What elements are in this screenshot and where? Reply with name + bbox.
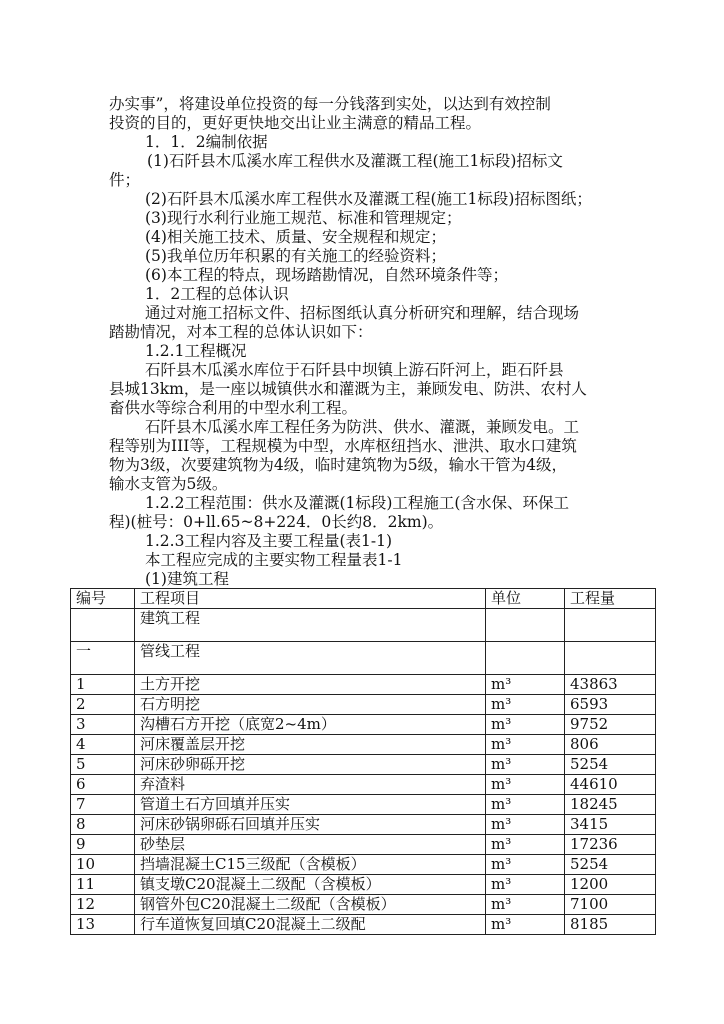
table-cell: 7 <box>71 795 135 815</box>
table-cell: m³ <box>486 835 565 855</box>
table-row <box>71 609 656 642</box>
table-cell: 砂垫层 <box>135 835 486 855</box>
table-cell: m³ <box>486 735 565 755</box>
table-cell: m³ <box>486 915 565 935</box>
table-cell: 8 <box>71 815 135 835</box>
list-item: (2)石阡县木瓜溪水库工程供水及灌溉工程(施工1标段)招标图纸； <box>145 190 592 208</box>
table-cell <box>565 609 656 642</box>
header-cell: 工程项目 <box>135 589 486 609</box>
paragraph-line: 投资的目的，更好更快地交出让业主满意的精品工程。 <box>109 114 482 132</box>
table-cell: 土方开挖 <box>135 675 486 695</box>
table-cell: 弃渣料 <box>135 775 486 795</box>
section-heading: 1．1．2编制依据 <box>145 133 268 151</box>
table-row <box>71 835 656 855</box>
table-cell: 河床砂锅卵砾石回填并压实 <box>135 815 486 835</box>
list-item: (3)现行水利行业施工规范、标准和管理规定； <box>145 209 462 227</box>
section-heading: 1.2.1工程概况 <box>145 342 247 360</box>
table-cell: 7100 <box>565 895 656 915</box>
table-cell: 河床砂卵砾开挖 <box>135 755 486 775</box>
table-cell: 3 <box>71 715 135 735</box>
list-item-continuation: 件； <box>109 171 141 189</box>
table-row <box>71 895 656 915</box>
table-cell: 沟槽石方开挖（底宽2~4m） <box>135 715 486 735</box>
table-row <box>71 875 656 895</box>
paragraph-line: 1.2.2工程范围：供水及灌溉(1标段)工程施工(含水保、环保工 <box>145 494 569 512</box>
table-cell: 1 <box>71 675 135 695</box>
table-cell: m³ <box>486 775 565 795</box>
table-cell: 管道土石方回填并压实 <box>135 795 486 815</box>
table-cell: 8185 <box>565 915 656 935</box>
table-cell: m³ <box>486 715 565 735</box>
table-cell: 6 <box>71 775 135 795</box>
table-header-row <box>71 589 656 609</box>
table-cell: m³ <box>486 755 565 775</box>
paragraph-line: 物为3级，次要建筑物为4级，临时建筑物为5级，输水干管为4级， <box>109 456 567 474</box>
table-row <box>71 815 656 835</box>
table-cell: 9 <box>71 835 135 855</box>
list-item: (5)我单位历年积累的有关施工的经验资料； <box>145 247 446 265</box>
table-row <box>71 775 656 795</box>
table-cell: 5254 <box>565 755 656 775</box>
table-cell: 3415 <box>565 815 656 835</box>
table-row <box>71 675 656 695</box>
paragraph-line: 输水支管为5级。 <box>109 475 228 493</box>
table-cell: 建筑工程 <box>135 609 486 642</box>
paragraph-line: 石阡县木瓜溪水库工程任务为防洪、供水、灌溉，兼顾发电。工 <box>145 418 580 436</box>
table-cell: 钢管外包C20混凝土二级配（含模板） <box>135 895 486 915</box>
paragraph-line: 县城13km，是一座以城镇供水和灌溉为主，兼顾发电、防洪、农村人 <box>109 380 587 398</box>
table-row <box>71 795 656 815</box>
paragraph-line: 石阡县木瓜溪水库位于石阡县中坝镇上游石阡河上，距石阡县 <box>145 361 564 379</box>
header-cell: 工程量 <box>565 589 656 609</box>
table-cell: m³ <box>486 815 565 835</box>
quantity-table <box>70 588 656 935</box>
table-cell: 一 <box>71 642 135 675</box>
table-cell: 5254 <box>565 855 656 875</box>
table-cell: m³ <box>486 695 565 715</box>
table-cell: 行车道恢复回填C20混凝土二级配 <box>135 915 486 935</box>
paragraph-line: 程)(桩号：0+ll.65~8+224．0长约8．2km)。 <box>109 513 444 531</box>
list-item: (4)相关施工技术、质量、安全规程和规定； <box>145 228 446 246</box>
table-cell: 806 <box>565 735 656 755</box>
table-cell: 4 <box>71 735 135 755</box>
table-cell: 13 <box>71 915 135 935</box>
table-cell: 17236 <box>565 835 656 855</box>
table-row <box>71 855 656 875</box>
table-cell <box>565 642 656 675</box>
table-cell: m³ <box>486 855 565 875</box>
paragraph-line: 通过对施工招标文件、招标图纸认真分析研究和理解，结合现场 <box>145 304 580 322</box>
paragraph-line: 办实事”，将建设单位投资的每一分钱落到实处，以达到有效控制 <box>109 95 551 113</box>
list-item: (1)石阡县木瓜溪水库工程供水及灌溉工程(施工1标段)招标文 <box>147 152 563 170</box>
header-cell: 编号 <box>71 589 135 609</box>
table-cell: 10 <box>71 855 135 875</box>
table-cell <box>486 642 565 675</box>
table-cell: 9752 <box>565 715 656 735</box>
paragraph-line: 程等别为III等，工程规模为中型，水库枢纽挡水、泄洪、取水口建筑 <box>109 437 577 455</box>
table-cell: 挡墙混凝土C15三级配（含模板） <box>135 855 486 875</box>
table-row <box>71 915 656 935</box>
paragraph-line: 畜供水等综合利用的中型水利工程。 <box>109 399 358 417</box>
table-row <box>71 735 656 755</box>
table-row <box>71 642 656 675</box>
table-caption: 本工程应完成的主要实物工程量表1-1 <box>145 551 403 569</box>
table-row <box>71 695 656 715</box>
section-heading: 1.2.3工程内容及主要工程量(表1-1) <box>145 532 392 550</box>
table-cell: 1200 <box>565 875 656 895</box>
table-cell: m³ <box>486 675 565 695</box>
list-item: (6)本工程的特点，现场踏勘情况，自然环境条件等； <box>145 266 508 284</box>
table-subcaption: (1)建筑工程 <box>145 570 229 588</box>
table-row <box>71 715 656 735</box>
table-cell: 管线工程 <box>135 642 486 675</box>
table-cell: 6593 <box>565 695 656 715</box>
table-cell <box>71 609 135 642</box>
table-cell: 河床覆盖层开挖 <box>135 735 486 755</box>
table-cell: m³ <box>486 875 565 895</box>
table-cell: 镇支墩C20混凝土二级配（含模板） <box>135 875 486 895</box>
table-cell: 2 <box>71 695 135 715</box>
table-cell: 石方明挖 <box>135 695 486 715</box>
table-cell: 43863 <box>565 675 656 695</box>
table-cell: m³ <box>486 795 565 815</box>
section-heading: 1．2工程的总体认识 <box>145 285 289 303</box>
table-cell: 44610 <box>565 775 656 795</box>
table-cell: 12 <box>71 895 135 915</box>
paragraph-line: 踏勘情况，对本工程的总体认识如下： <box>109 323 373 341</box>
table-cell: m³ <box>486 895 565 915</box>
table-cell: 18245 <box>565 795 656 815</box>
header-cell: 单位 <box>486 589 565 609</box>
table-row <box>71 755 656 775</box>
table-cell: 5 <box>71 755 135 775</box>
table-cell: 11 <box>71 875 135 895</box>
table-cell <box>486 609 565 642</box>
